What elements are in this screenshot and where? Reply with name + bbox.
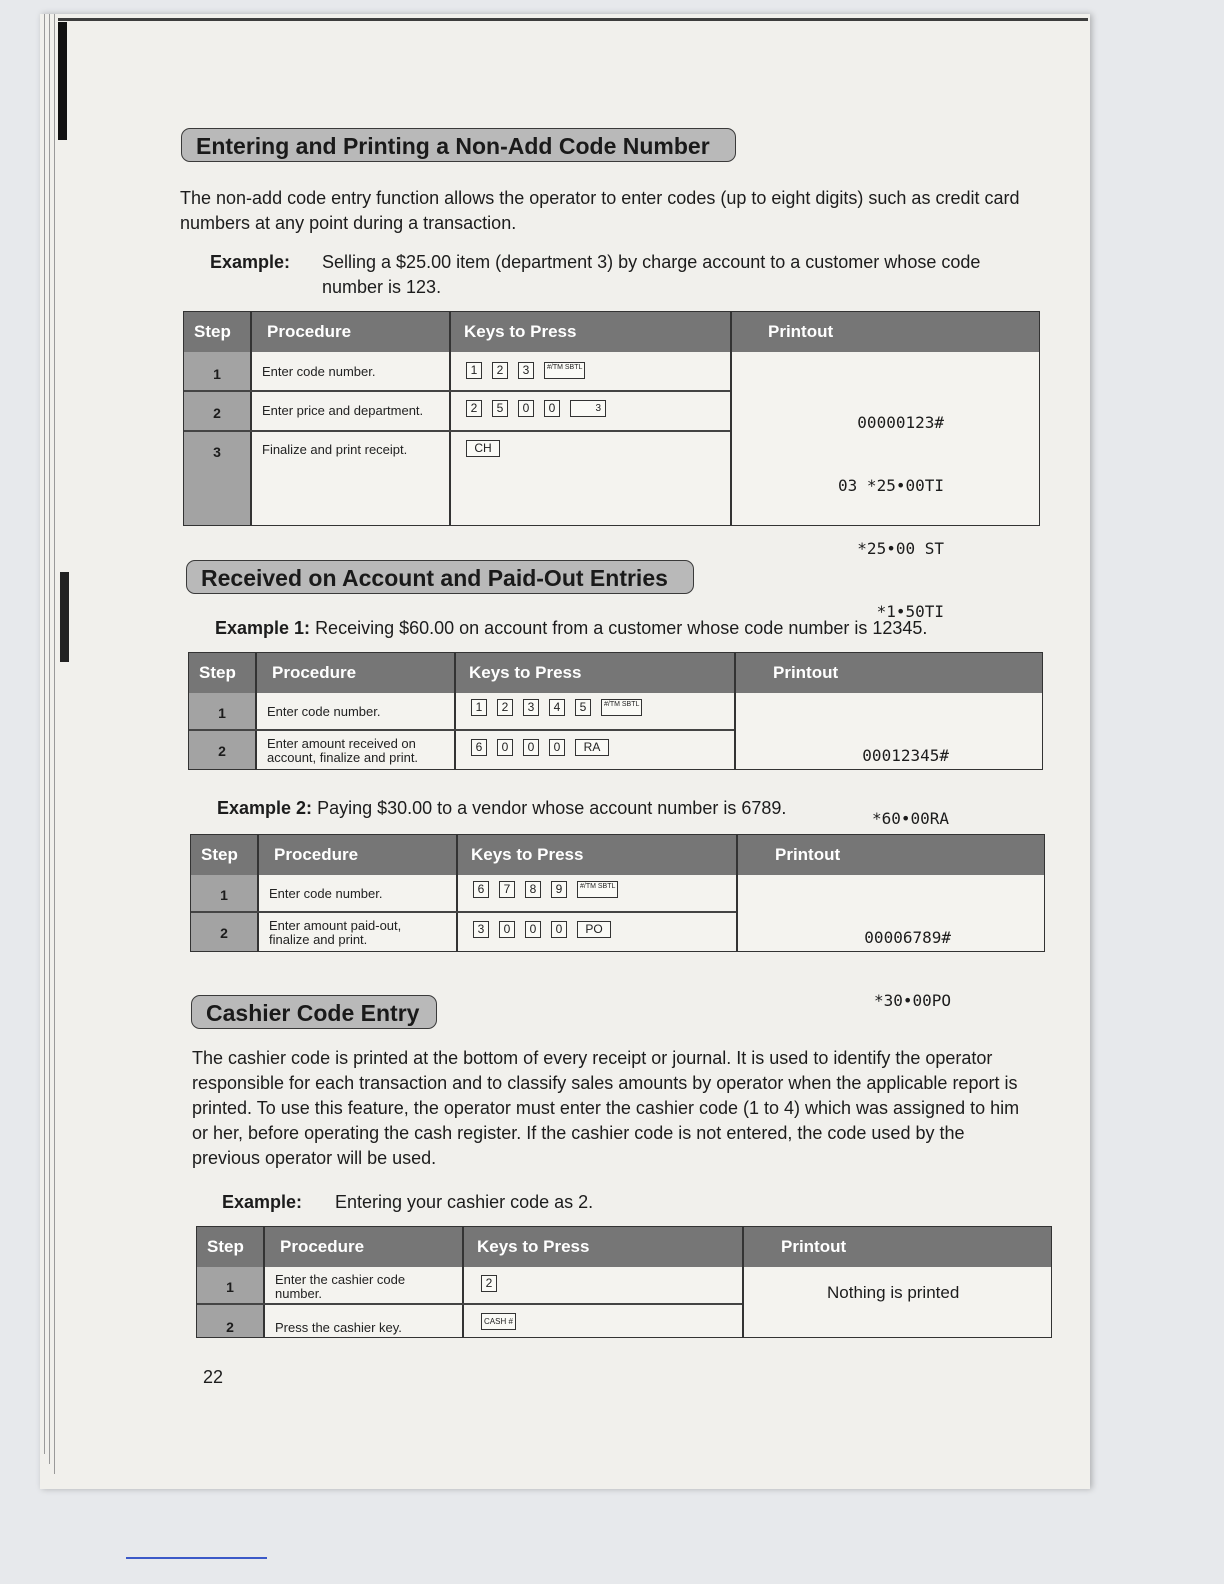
key-ch: CH <box>466 440 500 457</box>
procedure-text: Enter amount received on account, finalize and print. <box>267 736 419 765</box>
key-2: 2 <box>492 362 508 379</box>
key-2: 2 <box>497 699 513 716</box>
key-9: 9 <box>551 881 567 898</box>
step-number: 1 <box>226 1279 234 1295</box>
header-procedure: Procedure <box>267 322 352 341</box>
example-text: Entering your cashier code as 2. <box>335 1192 594 1212</box>
example-text: Selling a $25.00 item (department 3) by charge account to a customer whose code number is 123. <box>322 252 981 297</box>
key-0: 0 <box>549 739 565 756</box>
step-number: 1 <box>213 366 221 382</box>
header-printout: Printout <box>775 845 841 864</box>
table-header <box>197 1227 1051 1267</box>
top-rule <box>58 18 1088 21</box>
row-divider <box>189 729 734 731</box>
procedure-text: Enter code number. <box>262 364 376 379</box>
key-1: 1 <box>471 699 487 716</box>
step-number: 2 <box>226 1319 234 1335</box>
header-procedure: Procedure <box>280 1237 365 1256</box>
example1-text: Receiving $60.00 on account from a customer whose code number is 12345. <box>315 618 928 638</box>
header-printout: Printout <box>781 1237 847 1256</box>
printout-line: *25•00 ST <box>857 539 944 558</box>
header-printout: Printout <box>768 322 834 341</box>
example-label <box>210 250 290 275</box>
example-label-text: Example: <box>210 252 291 272</box>
procedure-text: Enter the cashier code number. <box>275 1272 406 1301</box>
key-0: 0 <box>551 921 567 938</box>
step-number: 1 <box>220 887 228 903</box>
column-divider <box>742 1227 744 1337</box>
printout-line: *60•00RA <box>871 809 949 828</box>
key-2: 2 <box>466 400 482 417</box>
section-title-non-add-code: Entering and Printing a Non-Add Code Number <box>181 128 736 162</box>
header-step: Step <box>207 1237 244 1256</box>
column-divider <box>730 312 732 525</box>
key-0: 0 <box>518 400 534 417</box>
section1-intro: The non-add code entry function allows the operator to enter codes (up to eight digits) such as credit card numbers at any point during a transaction. <box>180 188 1020 233</box>
table-cashier-code <box>196 1226 1052 1338</box>
printout-line: *30•00PO <box>873 991 951 1010</box>
section-title-cashier-code: Cashier Code Entry <box>191 995 437 1029</box>
step-number: 3 <box>213 444 221 460</box>
column-divider <box>250 312 252 525</box>
example2-text: Paying $30.00 to a vendor whose account number is 6789. <box>317 798 787 818</box>
key-sequence <box>466 362 585 379</box>
section-title-received-on-account: Received on Account and Paid-Out Entries <box>186 560 694 594</box>
column-divider <box>255 653 257 769</box>
example2-label: Example 2: <box>217 798 313 818</box>
example-label <box>222 1190 302 1215</box>
key-5: 5 <box>492 400 508 417</box>
header-printout: Printout <box>773 663 839 682</box>
column-divider <box>462 1227 464 1337</box>
key-6: 6 <box>471 739 487 756</box>
example1-label: Example 1: <box>215 618 311 638</box>
key-0: 0 <box>523 739 539 756</box>
bottom-rule <box>126 1557 267 1559</box>
key-ra: RA <box>575 739 609 756</box>
printout-line: 00006789# <box>864 928 951 947</box>
key-8: 8 <box>525 881 541 898</box>
key-2: 2 <box>481 1275 497 1292</box>
printout-line: 00000123# <box>857 413 944 432</box>
key-6: 6 <box>473 881 489 898</box>
key-5: 5 <box>575 699 591 716</box>
table-header <box>189 653 1042 693</box>
printout-line: 00012345# <box>862 746 949 765</box>
column-divider <box>257 835 259 951</box>
key-1: 1 <box>466 362 482 379</box>
key-sequence <box>473 921 611 938</box>
section3-intro: The cashier code is printed at the bottom of every receipt or journal. It is used to identify the operator responsible for each transaction and to classify sales amounts by operator when the applicable report is printed. To use this feature, the operator must enter the cashier code (1 to 4) which was assigned to him or her, before operating the cash register. If the cashier code is not entered, the code used by the previous operator will be used. <box>192 1048 1020 1168</box>
row-divider <box>197 1303 742 1305</box>
key-0: 0 <box>525 921 541 938</box>
side-tab-marker <box>60 572 69 662</box>
key-3: 3 <box>473 921 489 938</box>
key-sequence <box>473 881 618 898</box>
page-edge <box>44 14 45 1454</box>
column-divider <box>263 1227 265 1337</box>
key-po: PO <box>577 921 611 938</box>
header-keys: Keys to Press <box>464 322 577 341</box>
key-0: 0 <box>499 921 515 938</box>
header-procedure: Procedure <box>274 845 359 864</box>
key-department-3: 3 <box>570 400 606 417</box>
step-number: 2 <box>220 925 228 941</box>
header-procedure: Procedure <box>272 663 357 682</box>
key-0: 0 <box>544 400 560 417</box>
key-7: 7 <box>499 881 515 898</box>
key-tm-sbtl: #/TM SBTL <box>544 362 585 379</box>
key-tm-sbtl: #/TM SBTL <box>577 881 618 898</box>
example2-line <box>217 796 786 821</box>
table-header <box>184 312 1039 352</box>
table-paid-out <box>190 834 1045 1010</box>
key-cash-hash: CASH # <box>481 1313 516 1330</box>
procedure-text: Finalize and print receipt. <box>262 442 408 457</box>
step-number: 1 <box>218 705 226 721</box>
row-divider <box>184 390 730 392</box>
procedure-text: Enter price and department. <box>262 403 424 418</box>
step-number: 2 <box>213 405 221 421</box>
key-4: 4 <box>549 699 565 716</box>
printout-line: 03 *25•00TI <box>838 476 944 495</box>
key-sequence <box>481 1275 497 1292</box>
column-divider <box>736 835 738 951</box>
column-divider <box>456 835 458 951</box>
printout-line: *1•50TI <box>876 602 944 621</box>
row-divider <box>191 911 736 913</box>
key-3: 3 <box>523 699 539 716</box>
key-sequence <box>471 699 642 716</box>
printout-receipt <box>751 885 951 1053</box>
procedure-text: Enter code number. <box>269 886 383 901</box>
key-tm-sbtl: #/TM SBTL <box>601 699 642 716</box>
step-number: 2 <box>218 743 226 759</box>
row-divider <box>184 430 730 432</box>
header-step: Step <box>201 845 238 864</box>
procedure-text: Enter code number. <box>267 704 381 719</box>
procedure-text: Enter amount paid-out, finalize and print. <box>269 918 402 947</box>
header-step: Step <box>199 663 236 682</box>
page-number: 22 <box>203 1367 224 1387</box>
header-keys: Keys to Press <box>469 663 582 682</box>
column-divider <box>734 653 736 769</box>
procedure-text: Press the cashier key. <box>275 1320 402 1335</box>
key-sequence <box>471 739 609 756</box>
key-0: 0 <box>497 739 513 756</box>
key-3: 3 <box>518 362 534 379</box>
example-label-text: Example: <box>222 1192 303 1212</box>
example1-line <box>215 616 927 641</box>
column-divider <box>449 312 451 525</box>
page-edge <box>54 14 55 1474</box>
column-divider <box>454 653 456 769</box>
header-step: Step <box>194 322 231 341</box>
binding-bar <box>58 22 67 140</box>
key-sequence <box>481 1313 516 1330</box>
table-header <box>191 835 1044 875</box>
page-edge <box>49 14 50 1464</box>
printout-note: Nothing is printed <box>827 1283 960 1302</box>
header-keys: Keys to Press <box>471 845 584 864</box>
header-keys: Keys to Press <box>477 1237 590 1256</box>
key-sequence <box>466 400 606 417</box>
key-sequence <box>466 440 500 457</box>
